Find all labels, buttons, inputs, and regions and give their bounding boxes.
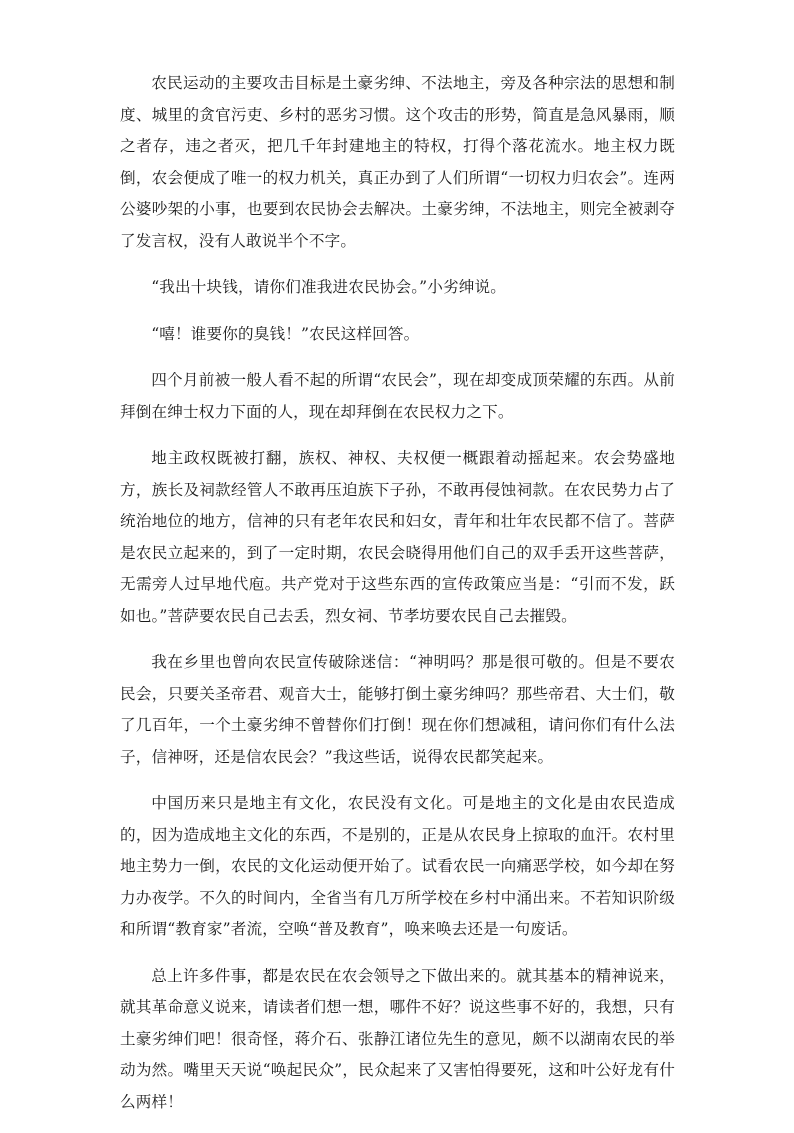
paragraph-6: 我在乡里也曾向农民宣传破除迷信：“神明吗？那是很可敬的。但是不要农民会，只要关圣帝君、观音大士，能够打倒土豪劣绅吗？那些帝君、大士们，敬了几百年，一个土豪劣绅不曾替你们打倒！现在你们想减租，请问你们有什么法子，信神呀，还是信农民会？”我这些话，说得农民都笑起来。 — [120, 653, 675, 766]
document-page — [120, 68, 675, 1133]
paragraph-7: 中国历来只是地主有文化，农民没有文化。可是地主的文化是由农民造成的，因为造成地主文化的东西，不是别的，正是从农民身上掠取的血汗。农村里地主势力一倒，农民的文化运动便开始了。试看农民一向痛恶学校，如今却在努力办夜学。不久的时间内，全省当有几万所学校在乡村中涌出来。不若知识阶级和所谓“教育家”者流，空唤“普及教育”，唤来唤去还是一句废话。 — [120, 794, 675, 938]
paragraph-8: 总上许多件事，都是农民在农会领导之下做出来的。就其基本的精神说来，就其革命意义说来，请读者们想一想，哪件不好？说这些事不好的，我想，只有土豪劣绅们吧！很奇怪，蒋介石、张静江诸位先生的意见，颇不以湖南农民的举动为然。嘴里天天说“唤起民众”，民众起来了又害怕得要死，这和叶公好龙有什么两样！ — [120, 966, 675, 1111]
paragraph-1: 农民运动的主要攻击目标是土豪劣绅、不法地主，旁及各种宗法的思想和制度、城里的贪官污吏、乡村的恶劣习惯。这个攻击的形势，简直是急风暴雨，顺之者存，违之者灭，把几千年封建地主的特权，打得个落花流水。地主权力既倒，农会便成了唯一的权力机关，真正办到了人们所谓“一切权力归农会”。连两公婆吵架的小事，也要到农民协会去解决。土豪劣绅，不法地主，则完全被剥夺了发言权，没有人敢说半个不字。 — [120, 74, 675, 250]
paragraph-4: 四个月前被一般人看不起的所谓“农民会”，现在却变成顶荣耀的东西。从前拜倒在绅士权力下面的人，现在却拜倒在农民权力之下。 — [120, 371, 675, 421]
paragraph-2: “我出十块钱，请你们准我进农民协会。”小劣绅说。 — [151, 278, 506, 296]
paragraph-3: “嘻！谁要你的臭钱！”农民这样回答。 — [151, 324, 420, 343]
paragraph-5: 地主政权既被打翻，族权、神权、夫权便一概跟着动摇起来。农会势盛地方，族长及祠款经管人不敢再压迫族下子孙，不敢再侵蚀祠款。在农民势力占了统治地位的地方，信神的只有老年农民和妇女，青年和壮年农民都不信了。菩萨是农民立起来的，到了一定时期，农民会晓得用他们自己的双手丢开这些菩萨，无需旁人过早地代庖。共产党对于这些东西的宣传政策应当是：“引而不发，跃如也。”菩萨要农民自己去丢，烈女祠、节孝坊要农民自己去摧毁。 — [120, 449, 675, 625]
